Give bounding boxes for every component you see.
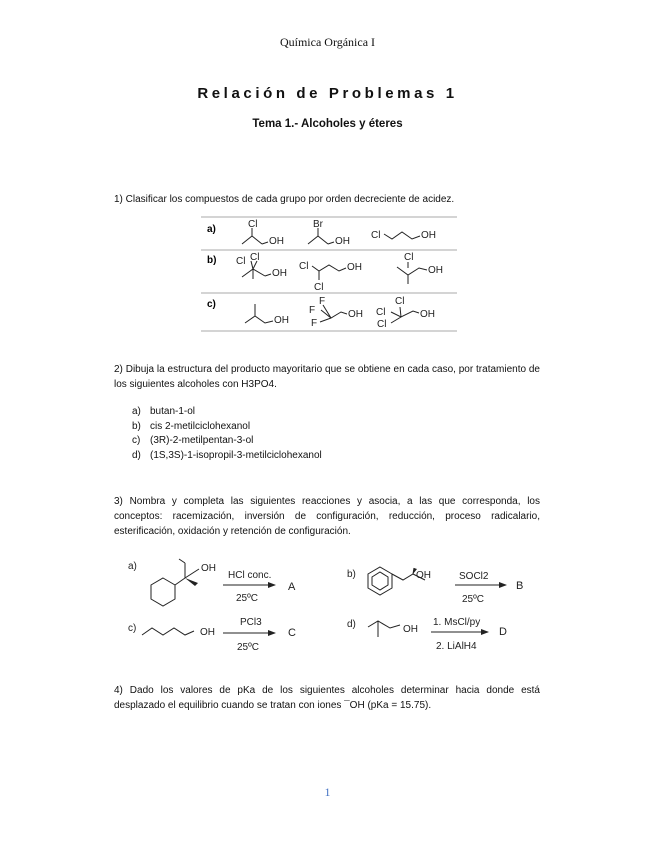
atom-label: Cl (236, 256, 246, 267)
atom-label: OH (403, 624, 418, 635)
list-marker: d) (132, 449, 141, 461)
molecule-bond (242, 236, 262, 244)
molecule-bond (400, 307, 401, 317)
atom-label: F (319, 296, 326, 307)
reaction-label-c: c) (128, 623, 137, 634)
reaction-reagent: 1. MsCl/py (433, 617, 481, 628)
document-title: Relación de Problemas 1 (197, 85, 458, 102)
list-marker: a) (132, 406, 141, 417)
problem-4-statement: 4) Dado los valores de pKa de los siguientes alcoholes determinar hacia donde está desplazado el equilibrio cuando se tratan con iones ¯OH (pKa = 15.75). (114, 685, 540, 711)
molecule-bond (368, 621, 400, 628)
page-header: Química Orgánica I (279, 35, 376, 49)
reaction-condition: 2. LiAlH4 (436, 641, 477, 652)
atom-label: OH (272, 268, 287, 279)
atom-label: OH (200, 627, 215, 638)
atom-label: F (311, 318, 318, 329)
molecule-bond (262, 242, 268, 244)
reaction-reagent: HCl conc. (228, 570, 272, 581)
reaction-condition: 25ºC (462, 594, 484, 605)
problem-2-list (132, 405, 322, 463)
reaction-product-b: B (516, 580, 524, 592)
atom-label: OH (347, 262, 362, 273)
reaction-label-d: d) (347, 619, 356, 630)
atom-label: Cl (314, 282, 324, 293)
molecule-bond (328, 242, 334, 244)
atom-label: Cl (377, 319, 387, 330)
reaction-condition: 25ºC (237, 642, 259, 653)
atom-label: F (309, 305, 316, 316)
row-label-a: a) (207, 224, 216, 235)
row-label-b: b) (207, 255, 217, 266)
problem-3-reaction-schemes (122, 555, 542, 665)
atom-label: Cl (395, 296, 405, 307)
atom-label: OH (428, 265, 443, 276)
atom-label: OH (335, 236, 350, 247)
molecule-bond (384, 232, 420, 239)
list-item-text: butan-1-ol (150, 406, 196, 417)
atom-label: OH (348, 309, 363, 320)
benzene-inner-ring (372, 572, 388, 590)
list-item (132, 434, 322, 449)
problem-2-statement: 2) Dibuja la estructura del producto mayoritario que se obtiene en cada caso, por tratamiento de los siguientes alcoholes con H3PO4. (114, 364, 540, 390)
page-number: 1 (324, 785, 331, 799)
list-item-text: (3R)-2-metilpentan-3-ol (150, 435, 254, 446)
reaction-product-a: A (288, 581, 296, 593)
list-item (132, 420, 322, 435)
problem-1-structure-table (195, 212, 465, 336)
molecule-bond (321, 310, 347, 318)
molecule-bond (265, 274, 271, 276)
atom-label: Cl (404, 252, 414, 263)
atom-label: Cl (250, 252, 260, 263)
reaction-reagent: SOCl2 (459, 571, 489, 582)
molecule-bond (391, 317, 401, 323)
list-item-text: cis 2-metilciclohexanol (150, 420, 251, 432)
list-marker: c) (132, 435, 141, 446)
reaction-product-d: D (499, 626, 507, 638)
atom-label: OH (274, 315, 289, 326)
reaction-label-b: b) (347, 569, 356, 580)
molecule-bond (397, 267, 427, 275)
atom-label: Cl (376, 307, 386, 318)
reaction-condition: 25ºC (236, 593, 258, 604)
reaction-label-a: a) (128, 561, 137, 572)
wedge-bond (185, 578, 198, 586)
molecule-bond (308, 236, 328, 244)
list-item (132, 449, 322, 464)
list-item (132, 405, 322, 420)
molecule-bond (185, 569, 199, 578)
atom-label: OH (416, 570, 431, 581)
atom-label: Br (313, 219, 323, 230)
atom-label: Cl (371, 230, 381, 241)
atom-label: OH (421, 230, 436, 241)
molecule-bond (175, 578, 185, 585)
molecule-bond (391, 311, 419, 317)
reaction-reagent: PCl3 (240, 617, 262, 628)
molecule-bond (179, 559, 185, 563)
atom-label: Cl (299, 261, 309, 272)
reaction-product-c: C (288, 627, 296, 639)
atom-label: OH (420, 309, 435, 320)
document-subtitle: Tema 1.- Alcoholes y éteres (252, 118, 403, 130)
problem-3-statement: 3) Nombra y completa las siguientes reacciones y asocia, a las que corresponda, los conceptos: racemización, inversión de configuración, reducción, proceso radicalario, esterificación, oxidación y retención de configuración. (114, 496, 540, 537)
molecule-bond (245, 316, 273, 323)
list-item-text: (1S,3S)-1-isopropil-3-metilciclohexanol (150, 449, 322, 461)
row-label-c: c) (207, 299, 216, 310)
atom-label: OH (201, 563, 216, 574)
cyclohexane-ring (151, 578, 175, 606)
atom-label: Cl (248, 219, 258, 230)
molecule-bond (320, 318, 331, 322)
molecule-bond (312, 265, 346, 271)
molecule-bond (142, 628, 194, 635)
atom-label: OH (269, 236, 284, 247)
problem-1-statement: 1) Clasificar los compuestos de cada grupo por orden decreciente de acidez. (114, 194, 455, 205)
list-marker: b) (132, 420, 141, 432)
